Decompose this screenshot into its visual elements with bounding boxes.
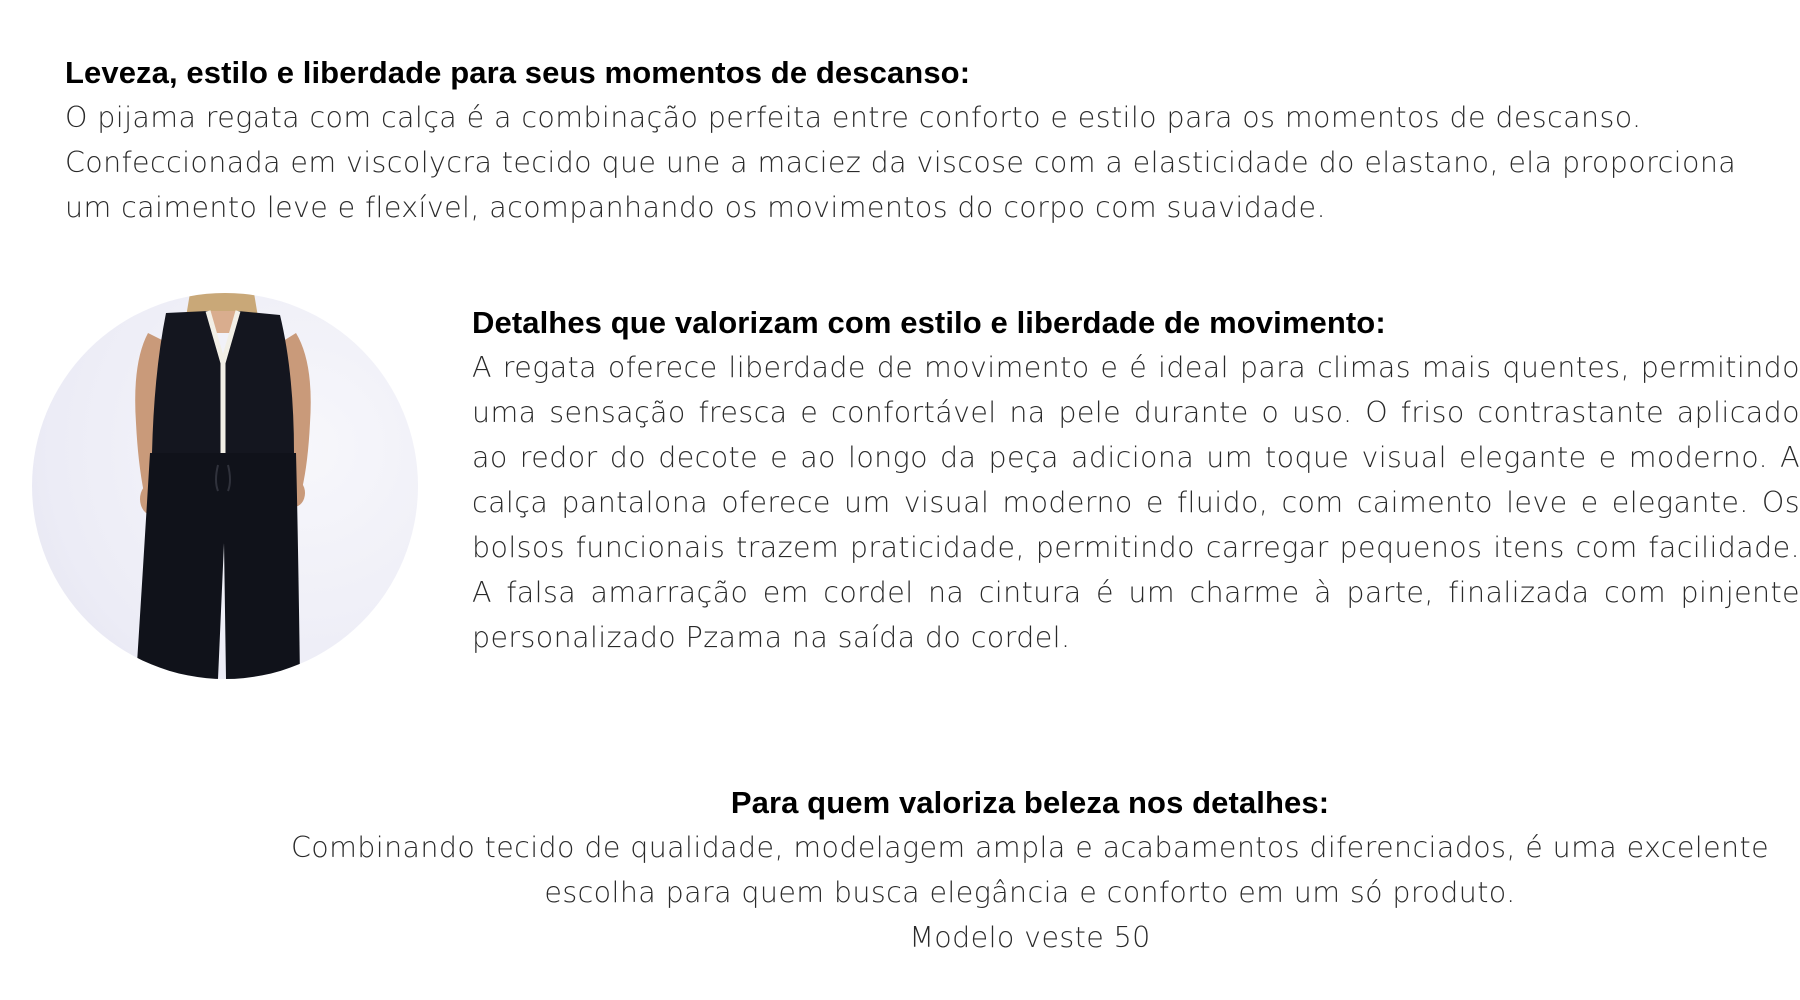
pajama-model-illustration (32, 293, 418, 679)
intro-paragraph: O pijama regata com calça é a combinação perfeita entre conforto e estilo para os momentos de descanso. Confeccionada em viscolycra tecido que une a maciez da viscose com a elasticidade do elastano, ela proporciona um caimento leve e flexível, acompanhando os movimentos do corpo com suavidade. (65, 101, 1737, 224)
intro-heading: Leveza, estilo e liberdade para seus momentos de descanso: (65, 55, 971, 90)
product-photo (32, 293, 418, 679)
intro-section (65, 50, 1785, 230)
details-heading: Detalhes que valorizam com estilo e liberdade de movimento: (472, 305, 1386, 340)
details-text-block (472, 300, 1800, 660)
model-size-note: Modelo veste 50 (909, 921, 1151, 954)
closing-paragraph: Combinando tecido de qualidade, modelagem ampla e acabamentos diferenciados, é uma excelente escolha para quem busca elegância e conforto em um só produto. (290, 831, 1770, 909)
details-paragraph: A regata oferece liberdade de movimento e é ideal para climas mais quentes, permitindo uma sensação fresca e confortável na pele durante o uso. O friso contrastante aplicado ao redor do decote e ao longo da peça adiciona um toque visual elegante e moderno. A calça pantalona oferece um visual moderno e fluido, com caimento leve e elegante. Os bolsos funcionais trazem praticidade, permitindo carregar pequenos itens com facilidade. A falsa amarração em cordel na cintura é um charme à parte, finalizada com pinjente personalizado Pzama na saída do cordel. (472, 351, 1800, 654)
closing-heading: Para quem valoriza beleza nos detalhes: (730, 785, 1330, 820)
details-section (0, 290, 1800, 690)
closing-section (250, 780, 1800, 960)
